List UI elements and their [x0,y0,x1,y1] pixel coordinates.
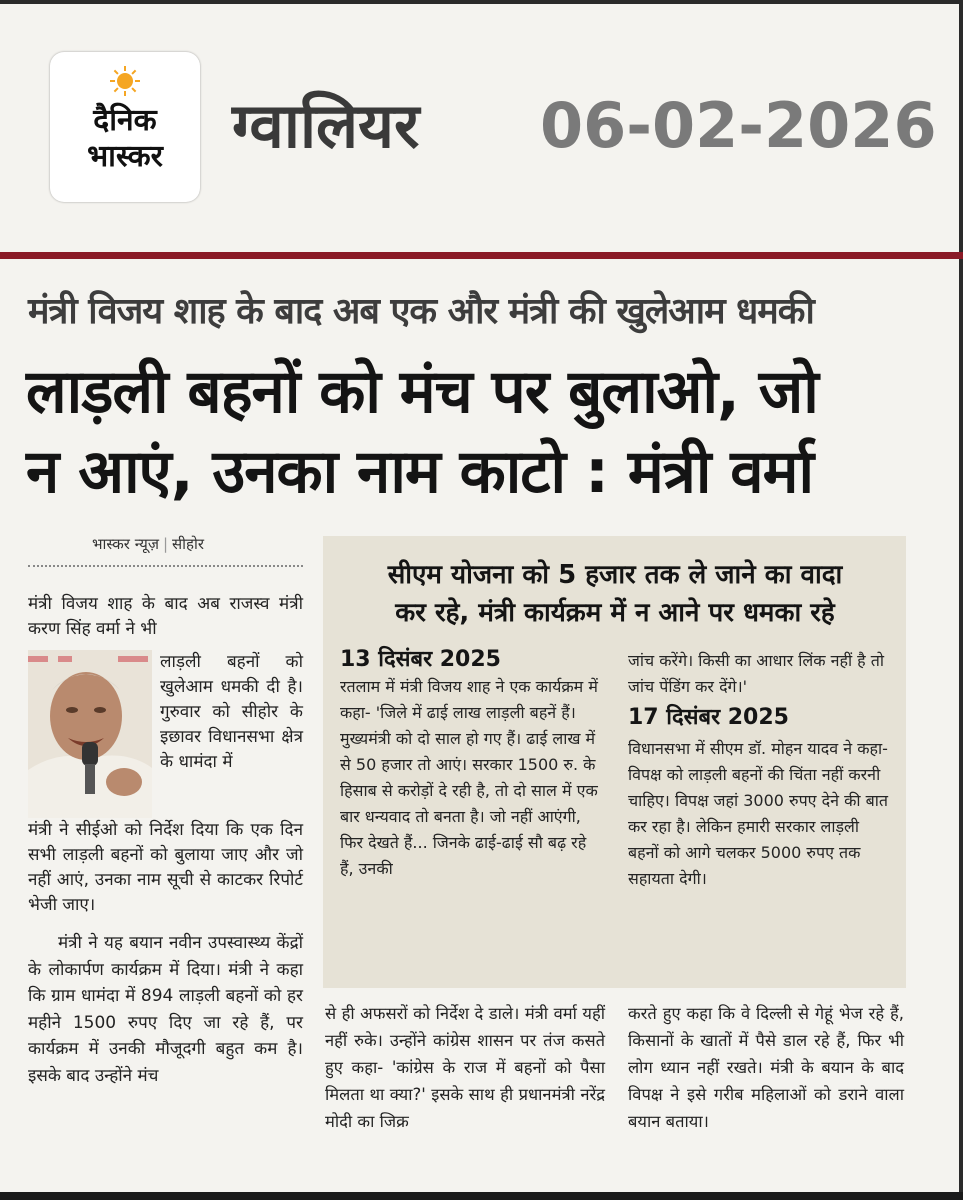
minister-portrait-image [28,650,152,818]
frame-bottom-border [0,1192,963,1200]
col3-lower-text: करते हुए कहा कि वे दिल्ली से गेहूं भेज रहे हैं, किसानों के खातों में पैसे डाल रहे हैं, फिर भी लोग ध्यान नहीं रखते। मंत्री के बयान के बाद विपक्ष ने इसे गरीब महिलाओं को डराने वाला बयान बताया। [628,1004,904,1131]
col1-paragraph-2: मंत्री ने यह बयान नवीन उपस्वास्थ्य केंद्रों के लोकार्पण कार्यक्रम में दिया। मंत्री ने कहा कि ग्राम धामंदा में 894 लाड़ली बहनों को हर महीने 1500 रुपए दिए जा रहे हैं, पर कार्यक्रम में उनकी मौजूदगी बहुत कम है। इसके बाद उन्होंने मंच [28,933,303,1086]
col1-intro-text: मंत्री विजय शाह के बाद अब राजस्व मंत्री करण सिंह वर्मा ने भी [28,594,303,639]
col1-paragraph-1: मंत्री ने सीईओ को निर्देश दिया कि एक दिन सभी लाड़ली बहनों को बुलाया जाए और जो नहीं आएं, उनका नाम सूची से काटकर रिपोर्ट भेजी जाए। [28,820,303,915]
article-kicker: मंत्री विजय शाह के बाद अब एक और मंत्री की खुलेआम धमकी [28,291,814,332]
logo-text-dainik: दैनिक [93,103,157,138]
masthead-divider [0,252,963,259]
edition-date: 06-02-2026 [540,89,937,162]
sun-icon [110,66,140,96]
headline-line-1: लाड़ली बहनों को मंच पर बुलाओ, जो [26,357,818,427]
box-left-text: रतलाम में मंत्री विजय शाह ने एक कार्यक्रम में कहा- 'जिले में ढाई लाख लाड़ली बहनें हैं। मुख्यमंत्री को दो साल हो गए हैं। ढाई लाख में से 50 हजार तो आएं। सरकार 1500 रु. के हिसाब से करोड़ों दे रही है, तो दो साल में एक बार धन्यवाद तो बनता है। जो नहीं आएंगी, फिर देखते हैं... जिनके ढाई-ढाई सौ बढ़ रहे हैं, उनकी [340,677,598,878]
byline [92,534,204,554]
box-left-date-heading: 13 दिसंबर 2025 [340,647,501,672]
article-headline [26,352,936,512]
frame-right-border [959,0,963,1200]
headline-line-2: न आएं, उनका नाम काटो : मंत्री वर्मा [26,437,814,507]
byline-source: भास्कर न्यूज़ [92,535,159,553]
dainik-bhaskar-logo [50,52,200,202]
byline-place: सीहोर [172,535,205,553]
box-title-line-2: कर रहे, मंत्री कार्यक्रम में न आने पर धमका रहे [395,598,835,628]
logo-text-bhaskar: भास्कर [87,139,163,174]
col2-lower-text: से ही अफसरों को निर्देश दे डाले। मंत्री वर्मा यहीं नहीं रुके। उन्होंने कांग्रेस शासन पर तंज कसते हुए कहा- 'कांग्रेस के राज में बहनों को पैसा मिलता था क्या?' इसके साथ ही प्रधानमंत्री नरेंद्र मोदी का जिक्र [325,1004,605,1131]
box-right-text: विधानसभा में सीएम डॉ. मोहन यादव ने कहा- विपक्ष को लाड़ली बहनों की चिंता नहीं करनी चाहिए। विपक्ष जहां 3000 रुपए देने की बात कर रहा है। लेकिन हमारी सरकार लाड़ली बहनों को आगे चलकर 5000 रुपए तक सहायता देगी। [628,739,889,888]
box-title-line-1: सीएम योजना को 5 हजार तक ले जाने का वादा [387,560,843,590]
box-title [340,556,890,632]
col1-body-text [28,818,303,1089]
box-right-continued-text: जांच करेंगे। किसी का आधार लिंक नहीं है तो जांच पेंडिंग कर देंगे।' [628,651,885,696]
col1-wrap-text: लाड़ली बहनों को खुलेआम धमकी दी है। गुरुवार को सीहोर के इछावर विधानसभा क्षेत्र के धामंदा में [160,652,303,772]
minister-photo [28,650,152,818]
edition-city: ग्वालियर [232,89,420,162]
byline-dotted-rule [28,565,303,567]
byline-separator: | [162,535,169,553]
box-right-date-heading: 17 दिसंबर 2025 [628,705,789,730]
frame-top-border [0,0,963,4]
